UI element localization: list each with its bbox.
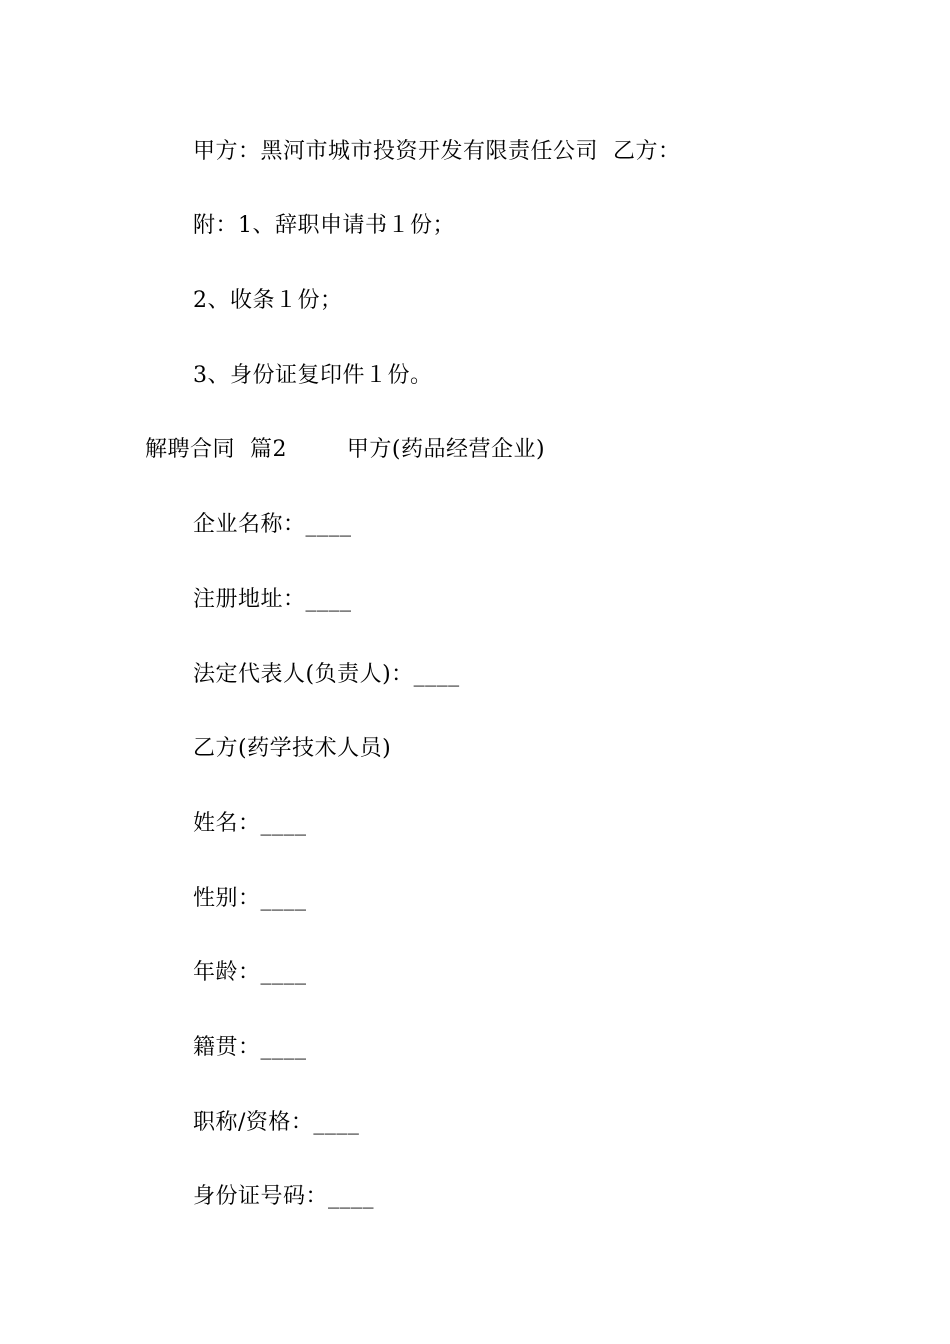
party-a-and-b-line: 甲方：黑河市城市投资开发有限责任公司 乙方： [193,139,681,164]
section-heading: 解聘合同 篇2 甲方(药品经营企业) [145,437,546,462]
registered-address-field: 注册地址：____ [193,587,352,612]
title-qualification-field: 职称/资格：____ [193,1110,360,1135]
attachment-item-3: 3、身份证复印件１份。 [193,363,433,388]
name-field: 姓名：____ [193,811,307,836]
gender-field: 性别：____ [193,886,307,911]
age-field: 年龄：____ [193,960,307,985]
attachment-item-1: 附：1、辞职申请书１份； [193,213,455,238]
legal-representative-field: 法定代表人(负责人)：____ [193,662,460,687]
company-name-field: 企业名称：____ [193,512,352,537]
attachment-item-2: 2、收条１份； [193,288,343,313]
party-b-heading: 乙方(药学技术人员) [193,736,392,761]
native-place-field: 籍贯：____ [193,1035,307,1060]
id-number-field: 身份证号码：____ [193,1184,375,1209]
